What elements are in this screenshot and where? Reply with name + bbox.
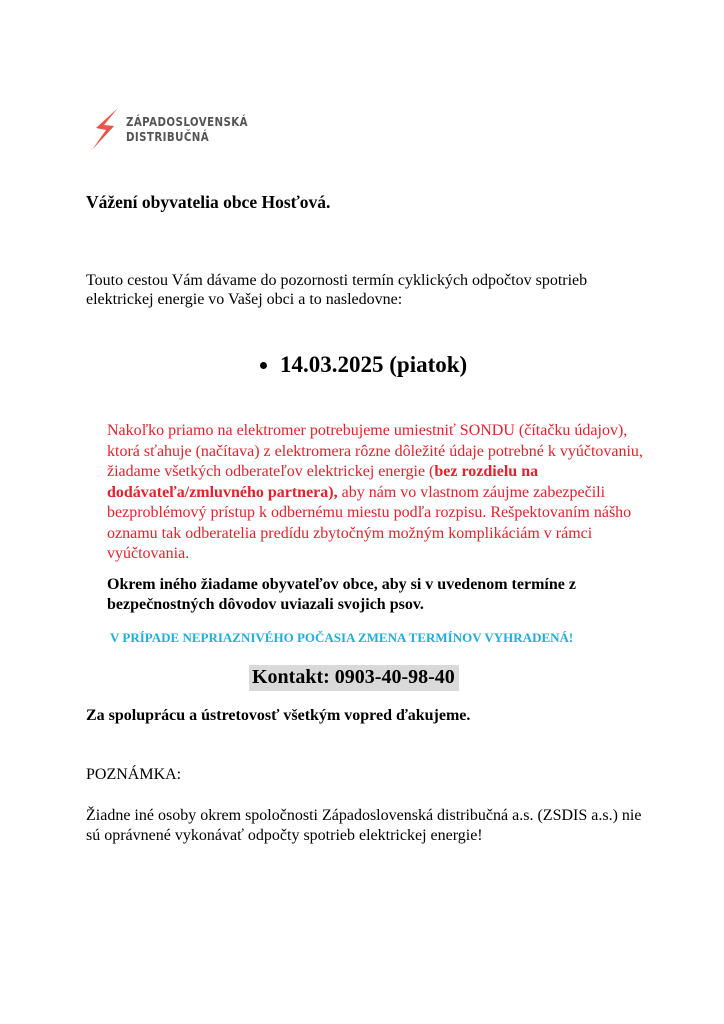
dogs-notice: Okrem iného žiadame obyvateľov obce, aby si v uvedenom termíne z bezpečnostných dôvodov uviazali svojich psov. <box>107 576 576 613</box>
notice-text-bold: bez rozdielu na dodávateľa/zmluvného partnera), <box>107 463 539 501</box>
schedule-date: 14.03.2025 (piatok) <box>280 352 468 377</box>
notice-text-part2: aby nám vo vlastnom záujme zabezpečili bezproblémový prístup k odbernému miestu podľa rozpisu. Rešpektovaním nášho oznamu tak odberatelia predídu zbytočným možným komplikáciám v rámci vyúčtovania. <box>107 483 632 562</box>
logo-line-1: ZÁPADOSLOVENSKÁ <box>126 114 249 129</box>
contact-phone: Kontakt: 0903-40-98-40 <box>249 665 459 691</box>
company-logo <box>88 106 275 152</box>
weather-notice: V PRÍPADE NEPRIAZNIVÉHO POČASIA ZMENA TERMÍNOV VYHRADENÁ! <box>110 630 574 645</box>
intro-paragraph: Touto cestou Vám dávame do pozornosti termín cyklických odpočtov spotrieb elektrickej energie vo Vašej obci a to nasledovne: <box>86 272 588 308</box>
note-text: Žiadne iné osoby okrem spoločnosti Západoslovenská distribučná a.s. (ZSDIS a.s.) nie sú oprávnené vykonávať odpočty spotrieb elektrickej energie! <box>86 807 642 844</box>
note-label: POZNÁMKA: <box>86 766 182 783</box>
meter-access-notice <box>107 421 652 565</box>
schedule-date-item <box>260 352 467 378</box>
notice-text-part1: Nakoľko priamo na elektromer potrebujeme umiestniť SONDU (čítačku údajov), ktorá sťahuje (načítava) z elektromera rôzne dôležité údaje potrebné k vyúčtovaniu, žiadame všetkých odberateľov elektrickej energie ( <box>107 422 643 480</box>
lightning-bolt-icon <box>88 106 122 152</box>
logo-line-2: DISTRIBUČNÁ <box>126 129 210 144</box>
greeting-heading: Vážení obyvatelia obce Hosťová. <box>86 192 331 212</box>
thanks-text: Za spoluprácu a ústretovosť všetkým vopred ďakujeme. <box>86 707 471 724</box>
bullet-icon <box>260 362 267 369</box>
